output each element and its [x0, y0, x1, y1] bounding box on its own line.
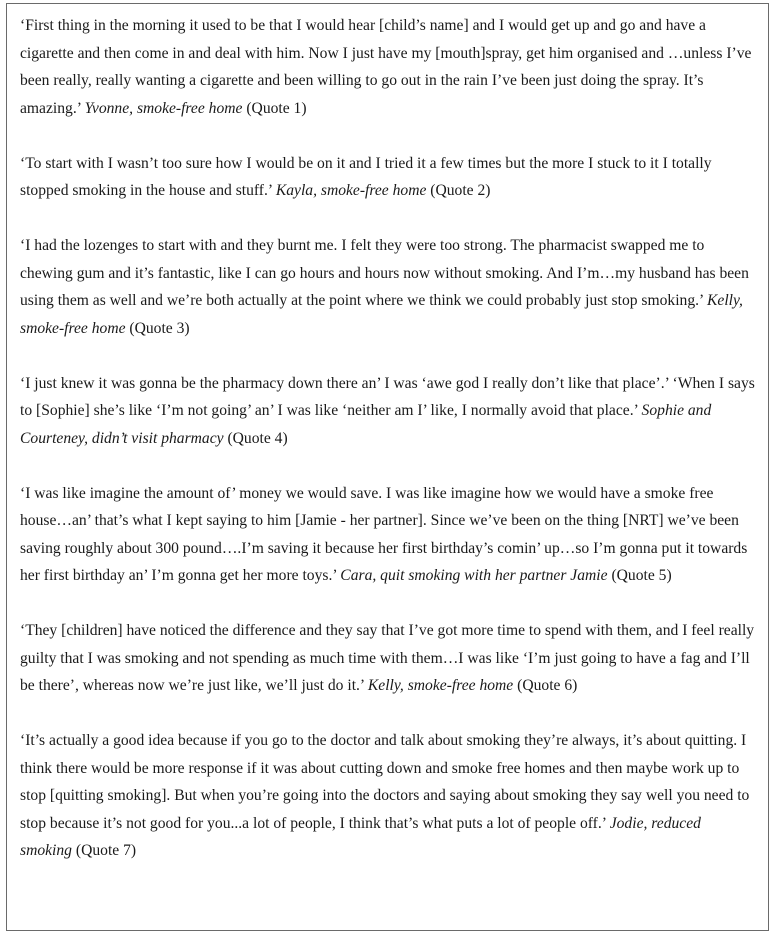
quote-speaker: Kayla, smoke-free home — [275, 182, 427, 199]
quote-speaker: Jodie, reduced smoking — [20, 814, 701, 859]
quote-speaker: Cara, quit smoking with her partner Jamie — [340, 567, 608, 584]
quotes-box — [6, 3, 769, 931]
quote-speaker: Kelly, smoke-free home — [367, 677, 514, 694]
quote-text: ‘It’s actually a good idea because if you go to the doctor and talk about smoking they’re always, it’s about quitting. I think there would be more response if it was about cutting down and smoke free homes and then maybe work up to stop [quitting smoking]. But when you’re going into the doctors and saying about smoking they say well you need to stop because it’s not good for you...a lot of people, I think that’s what puts a lot of people off.’ — [20, 732, 750, 832]
quote-text: ‘To start with I wasn’t too sure how I would be on it and I tried it a few times but the more I stuck to it I totally stopped smoking in the house and stuff.’ — [20, 154, 712, 199]
quote-ref: (Quote 1) — [246, 99, 307, 117]
quote-text: ‘I just knew it was gonna be the pharmacy down there an’ I was ‘awe god I really don’t like that place’.’ ‘When I says to [Sophie] she’s like ‘I’m not going’ an’ I was like ‘neither am I’ like, I normally avoid that place.’ — [20, 374, 755, 419]
quote-6 — [20, 617, 756, 700]
quote-ref: (Quote 5) — [611, 567, 672, 584]
quote-ref: (Quote 7) — [75, 842, 137, 859]
quote-ref: (Quote 2) — [430, 182, 491, 199]
quote-7 — [20, 727, 756, 865]
quote-speaker: Sophie and Courteney, didn’t visit pharmacy — [20, 402, 712, 447]
quote-ref: (Quote 6) — [517, 677, 578, 694]
quote-3 — [20, 232, 756, 342]
quote-text: ‘I had the lozenges to start with and they burnt me. I felt they were too strong. The pharmacist swapped me to chewing gum and it’s fantastic, like I can go hours and hours now without smoking. And I’m…my husband has been using them as well and we’re both actually at the point where we think we could probably just stop smoking.’ — [20, 237, 749, 309]
quote-text: ‘I was like imagine the amount of’ money we would save. I was like imagine how we would have a smoke free house…an’ that’s what I kept saying to him [Jamie - her partner]. Since we’ve been on the thing [NRT] we’ve been saving roughly about 300 pound….I’m saving it because her first birthday’s comin’ up…so I’m gonna put it towards her first birthday an’ I’m gonna get her more toys.’ — [20, 484, 748, 584]
quote-4 — [20, 370, 756, 453]
quote-2 — [20, 150, 756, 205]
quote-5 — [20, 480, 756, 590]
quote-ref: (Quote 4) — [227, 429, 288, 447]
quote-1 — [20, 12, 756, 122]
quote-speaker: Kelly, smoke-free home — [20, 292, 743, 337]
quote-text: ‘First thing in the morning it used to be that I would hear [child’s name] and I would get up and go and have a cigarette and then come in and deal with him. Now I just have my [mouth]spray, get him organised and …unless I’ve been really, really wanting a cigarette and been willing to go out in the rain I’ve been just doing the spray. It’s amazing.’ — [20, 17, 752, 117]
quote-ref: (Quote 3) — [129, 319, 190, 337]
quote-text: ‘They [children] have noticed the difference and they say that I’ve got more time to spend with them, and I feel really guilty that I was smoking and not spending as much time with them…I was like ‘I’m just going to have a fag and I’ll be there’, whereas now we’re just like, we’ll just do it.’ — [20, 622, 755, 694]
quote-speaker: Yvonne, smoke-free home — [84, 99, 243, 117]
